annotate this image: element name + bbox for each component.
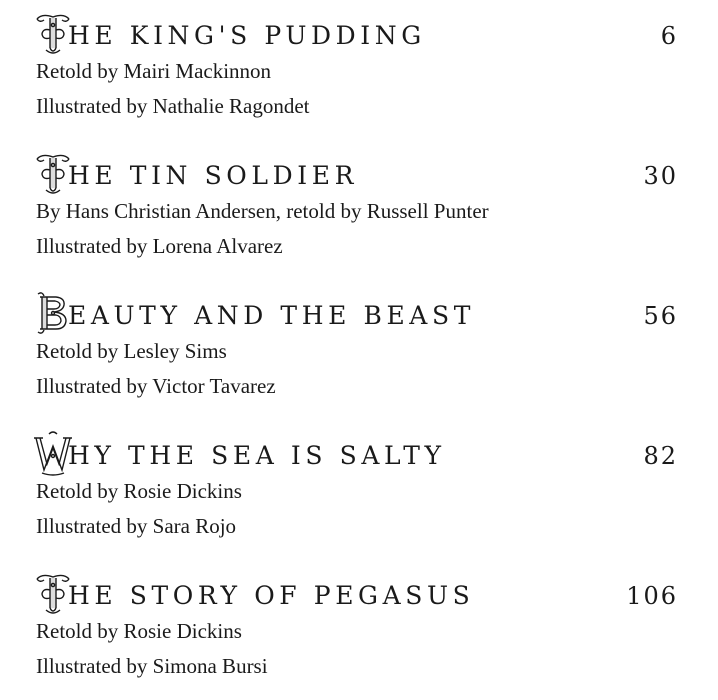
ornate-initial-letter xyxy=(34,10,72,56)
toc-entry[interactable] xyxy=(0,420,718,560)
author-credit: By Hans Christian Andersen, retold by Russell Punter xyxy=(36,199,489,223)
ornate-initial-letter xyxy=(34,150,72,196)
initial-letter-text xyxy=(34,570,72,616)
page-number[interactable]: 6 xyxy=(660,22,678,50)
initial-letter-text xyxy=(34,150,72,196)
initial-letter-text xyxy=(34,430,72,476)
toc-entry[interactable] xyxy=(0,560,718,700)
initial-letter-text xyxy=(34,10,72,56)
ornate-initial-letter xyxy=(34,290,72,336)
author-credit: Retold by Mairi Mackinnon xyxy=(36,59,272,83)
story-title[interactable]: EAUTY AND THE BEAST xyxy=(68,301,475,330)
page-number[interactable]: 106 xyxy=(626,582,678,610)
story-title-row[interactable] xyxy=(34,290,680,336)
page-number[interactable]: 30 xyxy=(643,162,678,190)
ornate-initial-letter xyxy=(34,570,72,616)
story-title[interactable]: HE STORY OF PEGASUS xyxy=(68,581,475,610)
page-number[interactable]: 56 xyxy=(643,302,678,330)
story-title-row[interactable] xyxy=(34,430,680,476)
illustrator-credit: Illustrated by Victor Tavarez xyxy=(36,374,276,398)
page-number[interactable]: 82 xyxy=(643,442,678,470)
story-title[interactable]: HE KING'S PUDDING xyxy=(68,21,426,50)
illustrator-credit: Illustrated by Sara Rojo xyxy=(36,514,237,538)
story-title[interactable]: HY THE SEA IS SALTY xyxy=(68,441,446,470)
toc-entry[interactable] xyxy=(0,140,718,280)
initial-letter-text xyxy=(34,290,72,336)
illustrator-credit: Illustrated by Nathalie Ragondet xyxy=(36,94,310,118)
toc-entry[interactable] xyxy=(0,280,718,420)
author-credit: Retold by Lesley Sims xyxy=(36,339,227,363)
ornate-initial-letter xyxy=(34,430,72,476)
illustrator-credit: Illustrated by Lorena Alvarez xyxy=(36,234,283,258)
story-title-row[interactable] xyxy=(34,570,680,616)
story-title[interactable]: HE TIN SOLDIER xyxy=(68,161,358,190)
toc-entry[interactable] xyxy=(0,0,718,140)
story-title-row[interactable] xyxy=(34,150,680,196)
illustrator-credit: Illustrated by Simona Bursi xyxy=(36,654,268,678)
author-credit: Retold by Rosie Dickins xyxy=(36,619,242,643)
author-credit: Retold by Rosie Dickins xyxy=(36,479,242,503)
story-title-row[interactable] xyxy=(34,10,680,56)
